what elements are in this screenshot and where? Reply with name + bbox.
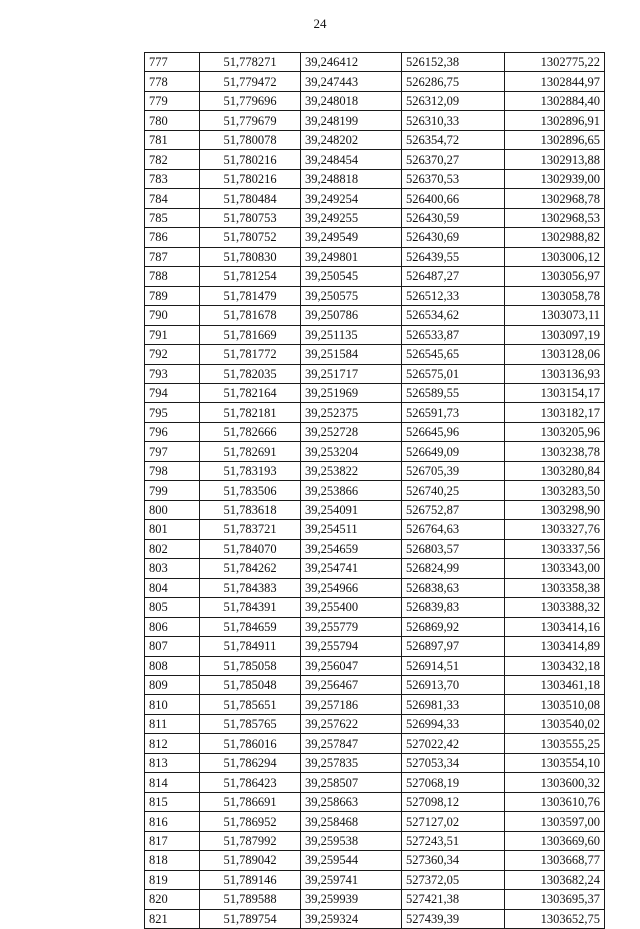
longitude-cell: 39,253822 [301,461,402,480]
y-coordinate-cell: 1303682,24 [505,870,605,889]
x-coordinate-cell: 526869,92 [402,617,505,636]
latitude-cell: 51,785048 [200,676,301,695]
y-coordinate-cell: 1303414,16 [505,617,605,636]
longitude-cell: 39,259538 [301,831,402,850]
y-coordinate-cell: 1303097,19 [505,325,605,344]
table-row [145,189,605,208]
longitude-cell: 39,257186 [301,695,402,714]
point-number-cell: 812 [145,734,200,753]
point-number-cell: 810 [145,695,200,714]
point-number-cell: 777 [145,53,200,72]
x-coordinate-cell: 527243,51 [402,831,505,850]
longitude-cell: 39,249801 [301,247,402,266]
longitude-cell: 39,253866 [301,481,402,500]
latitude-cell: 51,784911 [200,637,301,656]
latitude-cell: 51,780752 [200,228,301,247]
y-coordinate-cell: 1303668,77 [505,851,605,870]
table-row [145,228,605,247]
y-coordinate-cell: 1303610,76 [505,792,605,811]
longitude-cell: 39,253204 [301,442,402,461]
longitude-cell: 39,250786 [301,306,402,325]
x-coordinate-cell: 526897,97 [402,637,505,656]
latitude-cell: 51,780753 [200,208,301,227]
longitude-cell: 39,257847 [301,734,402,753]
table-row [145,539,605,558]
y-coordinate-cell: 1303461,18 [505,676,605,695]
point-number-cell: 787 [145,247,200,266]
latitude-cell: 51,780830 [200,247,301,266]
latitude-cell: 51,784262 [200,559,301,578]
x-coordinate-cell: 526534,62 [402,306,505,325]
longitude-cell: 39,255794 [301,637,402,656]
longitude-cell: 39,248202 [301,130,402,149]
table-row [145,403,605,422]
point-number-cell: 794 [145,383,200,402]
longitude-cell: 39,256467 [301,676,402,695]
latitude-cell: 51,781772 [200,345,301,364]
point-number-cell: 816 [145,812,200,831]
x-coordinate-cell: 526312,09 [402,91,505,110]
table-row [145,676,605,695]
y-coordinate-cell: 1302775,22 [505,53,605,72]
latitude-cell: 51,786691 [200,792,301,811]
y-coordinate-cell: 1302968,78 [505,189,605,208]
x-coordinate-cell: 526152,38 [402,53,505,72]
x-coordinate-cell: 526370,53 [402,169,505,188]
point-number-cell: 782 [145,150,200,169]
longitude-cell: 39,255779 [301,617,402,636]
table-row [145,831,605,850]
x-coordinate-cell: 527098,12 [402,792,505,811]
point-number-cell: 778 [145,72,200,91]
table-row [145,286,605,305]
latitude-cell: 51,784383 [200,578,301,597]
point-number-cell: 792 [145,345,200,364]
x-coordinate-cell: 526439,55 [402,247,505,266]
y-coordinate-cell: 1303597,00 [505,812,605,831]
y-coordinate-cell: 1303006,12 [505,247,605,266]
point-number-cell: 779 [145,91,200,110]
table-row [145,714,605,733]
latitude-cell: 51,782666 [200,422,301,441]
point-number-cell: 793 [145,364,200,383]
longitude-cell: 39,256047 [301,656,402,675]
table-row [145,422,605,441]
table-row [145,598,605,617]
longitude-cell: 39,254091 [301,500,402,519]
table-row [145,851,605,870]
point-number-cell: 786 [145,228,200,247]
x-coordinate-cell: 526838,63 [402,578,505,597]
table-row [145,130,605,149]
latitude-cell: 51,786294 [200,753,301,772]
latitude-cell: 51,782181 [200,403,301,422]
x-coordinate-cell: 527372,05 [402,870,505,889]
latitude-cell: 51,780484 [200,189,301,208]
x-coordinate-cell: 526591,73 [402,403,505,422]
point-number-cell: 801 [145,520,200,539]
x-coordinate-cell: 527022,42 [402,734,505,753]
point-number-cell: 780 [145,111,200,130]
y-coordinate-cell: 1303555,25 [505,734,605,753]
y-coordinate-cell: 1303695,37 [505,890,605,909]
longitude-cell: 39,252375 [301,403,402,422]
point-number-cell: 800 [145,500,200,519]
x-coordinate-cell: 526994,33 [402,714,505,733]
longitude-cell: 39,255400 [301,598,402,617]
table-row [145,442,605,461]
longitude-cell: 39,254659 [301,539,402,558]
latitude-cell: 51,783618 [200,500,301,519]
latitude-cell: 51,780216 [200,150,301,169]
table-row [145,383,605,402]
x-coordinate-cell: 526824,99 [402,559,505,578]
latitude-cell: 51,781669 [200,325,301,344]
x-coordinate-cell: 526545,65 [402,345,505,364]
table-row [145,208,605,227]
latitude-cell: 51,789754 [200,909,301,928]
y-coordinate-cell: 1302939,00 [505,169,605,188]
latitude-cell: 51,785765 [200,714,301,733]
latitude-cell: 51,779472 [200,72,301,91]
longitude-cell: 39,251969 [301,383,402,402]
point-number-cell: 785 [145,208,200,227]
longitude-cell: 39,248454 [301,150,402,169]
x-coordinate-cell: 527439,39 [402,909,505,928]
y-coordinate-cell: 1302896,65 [505,130,605,149]
table-row [145,247,605,266]
latitude-cell: 51,789146 [200,870,301,889]
x-coordinate-cell: 527068,19 [402,773,505,792]
x-coordinate-cell: 527421,38 [402,890,505,909]
latitude-cell: 51,783193 [200,461,301,480]
y-coordinate-cell: 1302884,40 [505,91,605,110]
latitude-cell: 51,786016 [200,734,301,753]
x-coordinate-cell: 526649,09 [402,442,505,461]
point-number-cell: 820 [145,890,200,909]
longitude-cell: 39,254966 [301,578,402,597]
point-number-cell: 813 [145,753,200,772]
table-row [145,500,605,519]
y-coordinate-cell: 1303154,17 [505,383,605,402]
table-row [145,695,605,714]
point-number-cell: 806 [145,617,200,636]
latitude-cell: 51,781479 [200,286,301,305]
y-coordinate-cell: 1302968,53 [505,208,605,227]
y-coordinate-cell: 1303283,50 [505,481,605,500]
point-number-cell: 809 [145,676,200,695]
latitude-cell: 51,784070 [200,539,301,558]
y-coordinate-cell: 1302896,91 [505,111,605,130]
y-coordinate-cell: 1303205,96 [505,422,605,441]
point-number-cell: 804 [145,578,200,597]
latitude-cell: 51,778271 [200,53,301,72]
latitude-cell: 51,779679 [200,111,301,130]
latitude-cell: 51,785058 [200,656,301,675]
table-row [145,267,605,286]
table-row [145,306,605,325]
point-number-cell: 814 [145,773,200,792]
longitude-cell: 39,246412 [301,53,402,72]
longitude-cell: 39,258507 [301,773,402,792]
point-number-cell: 795 [145,403,200,422]
latitude-cell: 51,786952 [200,812,301,831]
table-row [145,520,605,539]
point-number-cell: 788 [145,267,200,286]
x-coordinate-cell: 526913,70 [402,676,505,695]
point-number-cell: 799 [145,481,200,500]
longitude-cell: 39,254511 [301,520,402,539]
y-coordinate-cell: 1303280,84 [505,461,605,480]
x-coordinate-cell: 526803,57 [402,539,505,558]
table-row [145,72,605,91]
y-coordinate-cell: 1302844,97 [505,72,605,91]
point-number-cell: 805 [145,598,200,617]
longitude-cell: 39,248199 [301,111,402,130]
y-coordinate-cell: 1303182,17 [505,403,605,422]
table-row [145,812,605,831]
y-coordinate-cell: 1303238,78 [505,442,605,461]
longitude-cell: 39,251135 [301,325,402,344]
longitude-cell: 39,251717 [301,364,402,383]
latitude-cell: 51,782164 [200,383,301,402]
longitude-cell: 39,257622 [301,714,402,733]
table-row [145,909,605,928]
x-coordinate-cell: 526370,27 [402,150,505,169]
longitude-cell: 39,248818 [301,169,402,188]
longitude-cell: 39,250575 [301,286,402,305]
x-coordinate-cell: 526430,59 [402,208,505,227]
x-coordinate-cell: 526740,25 [402,481,505,500]
x-coordinate-cell: 526752,87 [402,500,505,519]
longitude-cell: 39,257835 [301,753,402,772]
y-coordinate-cell: 1303414,89 [505,637,605,656]
point-number-cell: 819 [145,870,200,889]
table-body [145,53,605,929]
point-number-cell: 817 [145,831,200,850]
table-row [145,617,605,636]
latitude-cell: 51,789588 [200,890,301,909]
table-row [145,150,605,169]
y-coordinate-cell: 1303298,90 [505,500,605,519]
longitude-cell: 39,254741 [301,559,402,578]
point-number-cell: 791 [145,325,200,344]
y-coordinate-cell: 1303600,32 [505,773,605,792]
longitude-cell: 39,259741 [301,870,402,889]
point-number-cell: 815 [145,792,200,811]
x-coordinate-cell: 527360,34 [402,851,505,870]
point-number-cell: 803 [145,559,200,578]
longitude-cell: 39,248018 [301,91,402,110]
latitude-cell: 51,782691 [200,442,301,461]
table-row [145,890,605,909]
x-coordinate-cell: 526512,33 [402,286,505,305]
y-coordinate-cell: 1303327,76 [505,520,605,539]
y-coordinate-cell: 1303432,18 [505,656,605,675]
point-number-cell: 802 [145,539,200,558]
latitude-cell: 51,783506 [200,481,301,500]
x-coordinate-cell: 526400,66 [402,189,505,208]
x-coordinate-cell: 526354,72 [402,130,505,149]
latitude-cell: 51,786423 [200,773,301,792]
y-coordinate-cell: 1303652,75 [505,909,605,928]
x-coordinate-cell: 527127,02 [402,812,505,831]
x-coordinate-cell: 526981,33 [402,695,505,714]
y-coordinate-cell: 1303073,11 [505,306,605,325]
coordinates-table [144,52,605,929]
point-number-cell: 783 [145,169,200,188]
latitude-cell: 51,782035 [200,364,301,383]
point-number-cell: 808 [145,656,200,675]
table-row [145,773,605,792]
longitude-cell: 39,249549 [301,228,402,247]
longitude-cell: 39,250545 [301,267,402,286]
point-number-cell: 811 [145,714,200,733]
table-row [145,753,605,772]
latitude-cell: 51,787992 [200,831,301,850]
y-coordinate-cell: 1303510,08 [505,695,605,714]
y-coordinate-cell: 1303058,78 [505,286,605,305]
latitude-cell: 51,783721 [200,520,301,539]
latitude-cell: 51,784659 [200,617,301,636]
table-row [145,637,605,656]
longitude-cell: 39,251584 [301,345,402,364]
point-number-cell: 784 [145,189,200,208]
latitude-cell: 51,784391 [200,598,301,617]
table-row [145,53,605,72]
x-coordinate-cell: 526764,63 [402,520,505,539]
longitude-cell: 39,249254 [301,189,402,208]
table-row [145,91,605,110]
latitude-cell: 51,780216 [200,169,301,188]
point-number-cell: 797 [145,442,200,461]
y-coordinate-cell: 1303358,38 [505,578,605,597]
table-row [145,656,605,675]
point-number-cell: 789 [145,286,200,305]
y-coordinate-cell: 1302988,82 [505,228,605,247]
latitude-cell: 51,781678 [200,306,301,325]
x-coordinate-cell: 526286,75 [402,72,505,91]
table-row [145,734,605,753]
point-number-cell: 781 [145,130,200,149]
page-number: 24 [313,16,327,31]
point-number-cell: 790 [145,306,200,325]
latitude-cell: 51,781254 [200,267,301,286]
longitude-cell: 39,259939 [301,890,402,909]
table-row [145,169,605,188]
latitude-cell: 51,780078 [200,130,301,149]
x-coordinate-cell: 526310,33 [402,111,505,130]
longitude-cell: 39,247443 [301,72,402,91]
latitude-cell: 51,789042 [200,851,301,870]
x-coordinate-cell: 526914,51 [402,656,505,675]
table-row [145,792,605,811]
latitude-cell: 51,785651 [200,695,301,714]
longitude-cell: 39,249255 [301,208,402,227]
table-row [145,559,605,578]
table-row [145,870,605,889]
table-row [145,578,605,597]
point-number-cell: 796 [145,422,200,441]
x-coordinate-cell: 526533,87 [402,325,505,344]
y-coordinate-cell: 1303337,56 [505,539,605,558]
point-number-cell: 821 [145,909,200,928]
y-coordinate-cell: 1303554,10 [505,753,605,772]
point-number-cell: 818 [145,851,200,870]
x-coordinate-cell: 526430,69 [402,228,505,247]
y-coordinate-cell: 1303128,06 [505,345,605,364]
latitude-cell: 51,779696 [200,91,301,110]
x-coordinate-cell: 527053,34 [402,753,505,772]
table-row [145,325,605,344]
point-number-cell: 798 [145,461,200,480]
longitude-cell: 39,259324 [301,909,402,928]
x-coordinate-cell: 526589,55 [402,383,505,402]
table-row [145,345,605,364]
x-coordinate-cell: 526575,01 [402,364,505,383]
y-coordinate-cell: 1302913,88 [505,150,605,169]
table-row [145,481,605,500]
x-coordinate-cell: 526705,39 [402,461,505,480]
y-coordinate-cell: 1303540,02 [505,714,605,733]
table-row [145,461,605,480]
longitude-cell: 39,252728 [301,422,402,441]
x-coordinate-cell: 526487,27 [402,267,505,286]
y-coordinate-cell: 1303136,93 [505,364,605,383]
y-coordinate-cell: 1303388,32 [505,598,605,617]
longitude-cell: 39,258468 [301,812,402,831]
point-number-cell: 807 [145,637,200,656]
table-row [145,364,605,383]
longitude-cell: 39,258663 [301,792,402,811]
longitude-cell: 39,259544 [301,851,402,870]
x-coordinate-cell: 526645,96 [402,422,505,441]
y-coordinate-cell: 1303669,60 [505,831,605,850]
x-coordinate-cell: 526839,83 [402,598,505,617]
table-row [145,111,605,130]
y-coordinate-cell: 1303056,97 [505,267,605,286]
y-coordinate-cell: 1303343,00 [505,559,605,578]
